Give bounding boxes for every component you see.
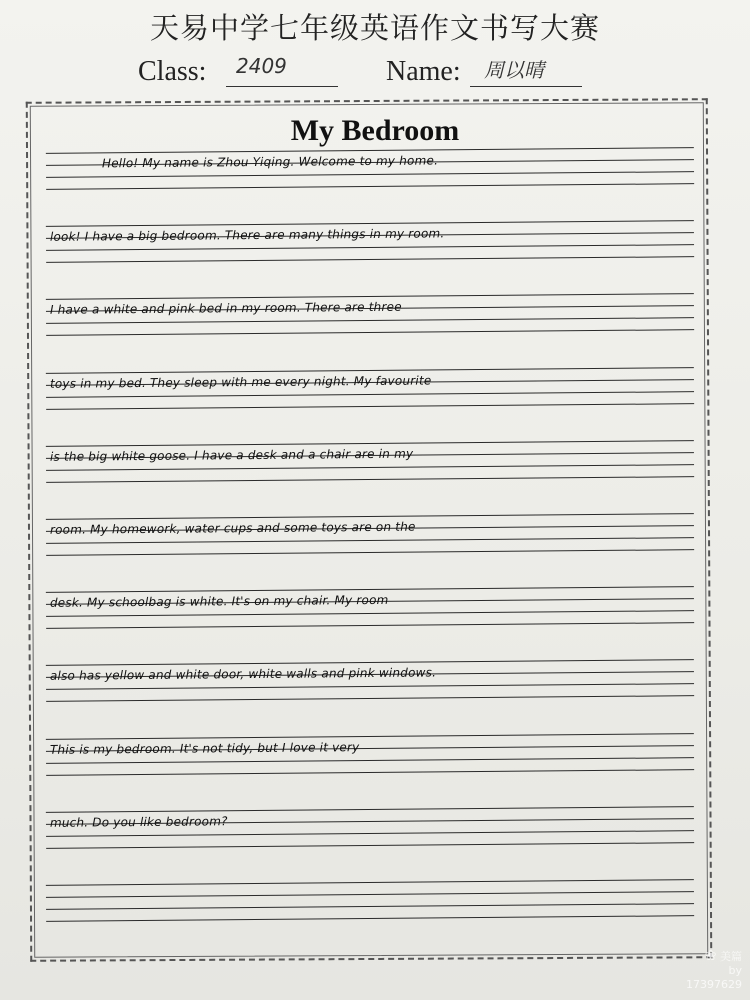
writing-line-9 <box>46 733 694 775</box>
essay-line-text: Hello! My name is Zhou Yiqing. Welcome to my home. <box>101 153 439 171</box>
ruled-line <box>46 464 694 471</box>
contest-title: 天易中学七年级英语作文书写大赛 <box>149 11 600 45</box>
writing-line-2 <box>46 220 694 262</box>
writing-line-1 <box>46 147 694 189</box>
ruled-line <box>46 684 694 691</box>
ruled-line <box>46 318 694 325</box>
writing-line-10 <box>46 806 694 848</box>
meipian-logo-icon: ❀ <box>704 948 717 964</box>
ruled-line <box>46 391 694 398</box>
name-label: Name: <box>386 56 461 87</box>
ruled-line <box>46 171 694 178</box>
writing-line-8 <box>46 660 694 702</box>
watermark-text: 美篇 <box>720 950 742 963</box>
essay-line-text: toys in my bed. They sleep with me every night. My favourite <box>49 373 432 391</box>
essay-line-text: also has yellow and white door, white walls and pink windows. <box>49 665 437 684</box>
essay-title: My Bedroom <box>290 114 460 147</box>
essay-line-text: is the big white goose. I have a desk and a chair are in my <box>49 446 414 464</box>
name-underline <box>470 86 582 87</box>
ruled-line <box>46 830 694 837</box>
essay-line-text: look! I have a big bedroom. There are many things in my room. <box>49 226 445 244</box>
class-underline <box>226 86 338 87</box>
ruled-line <box>46 903 694 910</box>
ruled-line <box>46 757 694 764</box>
essay-line-text: This is my bedroom. It's not tidy, but I love it very <box>49 739 360 757</box>
watermark <box>682 949 742 992</box>
writing-line-4 <box>46 367 694 409</box>
ruled-line <box>46 891 694 898</box>
essay-line-text: room. My homework, water cups and some toys are on the <box>49 519 416 537</box>
writing-line-7 <box>46 586 694 628</box>
ruled-line <box>46 537 694 544</box>
ruled-line <box>46 610 694 617</box>
essay-line-text: I have a white and pink bed in my room. There are three <box>49 300 402 318</box>
name-value: 周以晴 <box>484 58 544 82</box>
writing-line-11 <box>46 879 694 921</box>
essay-line-text: much. Do you like bedroom? <box>49 814 228 830</box>
student-info-row <box>0 52 750 92</box>
watermark-id: 17397629 <box>686 978 742 991</box>
class-value: 2409 <box>236 54 287 78</box>
ruled-line <box>46 244 694 251</box>
writing-line-3 <box>46 294 694 336</box>
essay-line-text: desk. My schoolbag is white. It's on my chair. My room <box>49 593 389 610</box>
writing-line-5 <box>46 440 694 482</box>
class-label: Class: <box>138 56 207 87</box>
writing-line-6 <box>46 513 694 555</box>
watermark-by: by <box>728 964 742 977</box>
